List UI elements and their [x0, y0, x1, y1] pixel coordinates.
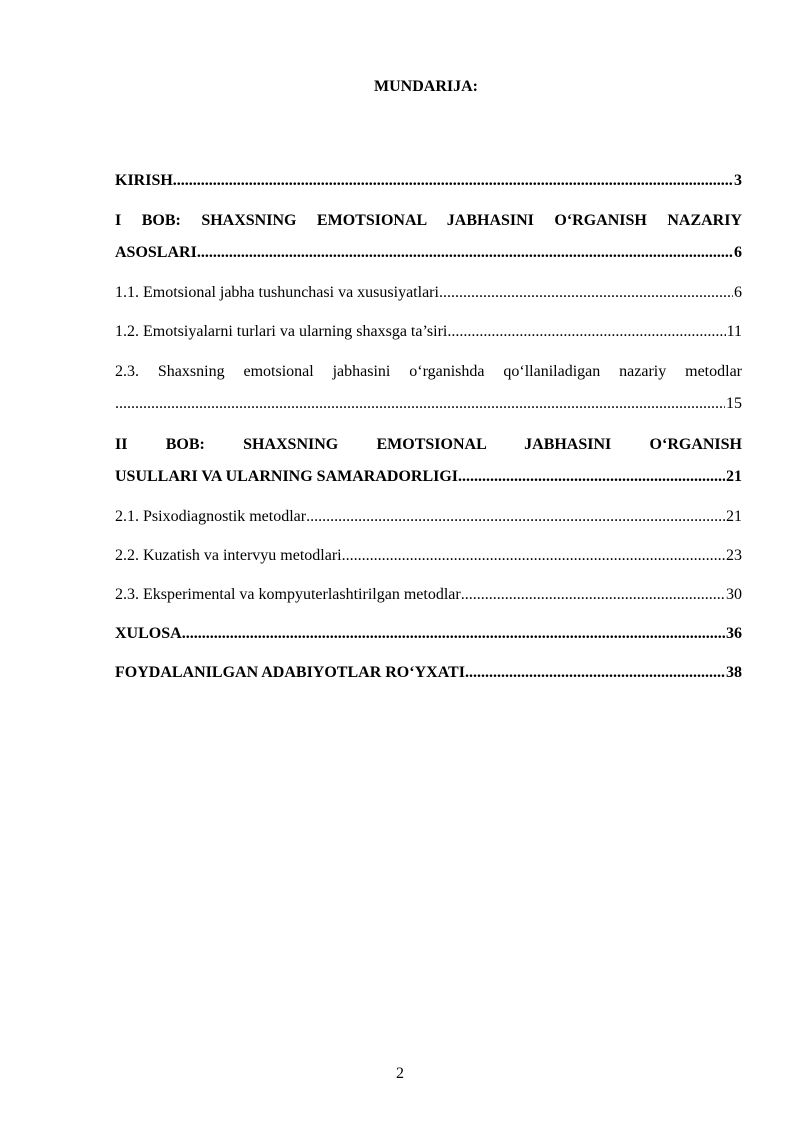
toc-entry-section-2-2 — [115, 541, 742, 571]
toc-entry-label: 2.3. Eksperimental va kompyuterlashtirilgan metodlar — [115, 586, 461, 603]
table-of-contents — [115, 166, 742, 697]
toc-entry-label: 1.2. Emotsiyalarni turlari va ularning shaxsga ta’siri — [115, 323, 448, 340]
toc-entry-label: KIRISH — [115, 172, 173, 189]
toc-entry-section-2-3 — [115, 580, 742, 610]
dot-leader — [115, 388, 725, 420]
toc-entry-label: 2.1. Psixodiagnostik metodlar — [115, 508, 307, 525]
toc-entry-page: 30 — [726, 586, 742, 603]
toc-entry-label-continued: USULLARI VA ULARNING SAMARADORLIGI — [115, 468, 459, 485]
toc-entry-page: 3 — [734, 172, 742, 189]
toc-entry-chapter-1 — [115, 205, 742, 269]
toc-entry-page: 21 — [726, 508, 742, 525]
page-number: 2 — [396, 1065, 404, 1082]
page-number-footer — [0, 1064, 800, 1084]
toc-entry-page: 6 — [734, 284, 742, 301]
toc-entry-section-1-2 — [115, 317, 742, 347]
toc-entry-page: 36 — [726, 625, 742, 642]
dot-leader — [461, 580, 725, 610]
toc-entry-label: 2.3. Shaxsning emotsional jabhasini o‘rganishda qo‘llaniladigan nazariy metodlar — [115, 363, 742, 380]
toc-entry-section-2-1 — [115, 502, 742, 532]
dot-leader — [342, 541, 725, 571]
dot-leader — [447, 317, 725, 347]
toc-entry-label: XULOSA — [115, 625, 182, 642]
dot-leader — [439, 278, 733, 308]
toc-entry-label: II BOB: SHAXSNING EMOTSIONAL JABHASINI O‘RGANISH — [115, 436, 742, 453]
toc-entry-label: 1.1. Emotsional jabha tushunchasi va xususiyatlari — [115, 284, 439, 301]
dot-leader — [458, 461, 725, 493]
dot-leader — [197, 237, 733, 269]
dot-leader — [306, 502, 725, 532]
toc-entry-page: 38 — [726, 664, 742, 681]
toc-entry-page: 21 — [726, 468, 742, 485]
toc-entry-xulosa — [115, 619, 742, 649]
dot-leader — [182, 619, 725, 649]
dot-leader — [173, 166, 733, 196]
toc-entry-page: 23 — [726, 547, 742, 564]
toc-entry-label: 2.2. Kuzatish va intervyu metodlari — [115, 547, 342, 564]
toc-entry-page: 11 — [726, 323, 742, 340]
toc-entry-label: FOYDALANILGAN ADABIYOTLAR RO‘YXATI — [115, 664, 465, 681]
toc-entry-section-2-3-theory — [115, 356, 742, 420]
toc-entry-label: I BOB: SHAXSNING EMOTSIONAL JABHASINI O‘RGANISH NAZARIY — [115, 212, 742, 229]
toc-entry-label-continued: ASOSLARI — [115, 244, 197, 261]
toc-entry-section-1-1 — [115, 278, 742, 308]
toc-entry-page: 6 — [734, 244, 742, 261]
dot-leader — [465, 658, 725, 688]
page-title: MUNDARIJA: — [374, 78, 478, 95]
toc-entry-page: 15 — [726, 395, 742, 412]
toc-entry-references — [115, 658, 742, 688]
toc-entry-chapter-2 — [115, 429, 742, 493]
toc-entry-kirish — [115, 166, 742, 196]
